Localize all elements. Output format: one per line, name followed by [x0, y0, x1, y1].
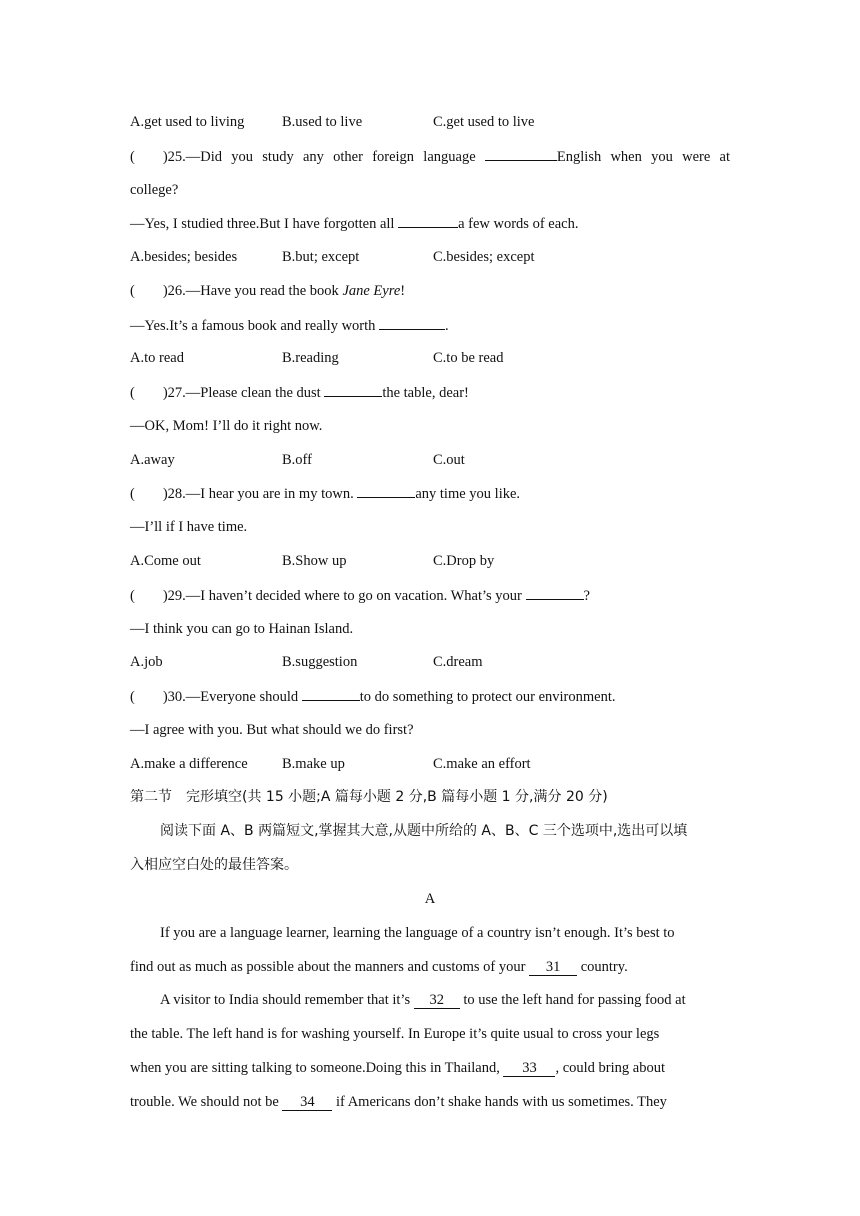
- q29-option-a: A.job: [130, 654, 163, 670]
- q30-option-c: C.make an effort: [433, 756, 531, 772]
- q29-blank: [526, 585, 584, 600]
- q25-reply-blank: [398, 213, 458, 228]
- q30-blank: [302, 686, 360, 701]
- q28-option-a: A.Come out: [130, 553, 201, 569]
- q26-option-a: A.to read: [130, 350, 184, 366]
- q26-question: [130, 281, 405, 301]
- q26-reply-pre: —Yes.It’s a famous book and really worth: [130, 318, 376, 334]
- q26-option-c: C.to be read: [433, 350, 504, 366]
- q27-option-a: A.away: [130, 452, 175, 468]
- q26-book-title: Jane Eyre: [342, 283, 401, 299]
- q28-option-c: C.Drop by: [433, 553, 495, 569]
- cloze-blank-32: 32: [414, 992, 460, 1009]
- q24-option-c: C.get used to live: [433, 114, 535, 130]
- passage-line-6-post: if Americans don’t shake hands with us sometimes. They: [336, 1094, 667, 1110]
- cloze-blank-33: 33: [503, 1060, 555, 1077]
- q26-reply-post: .: [445, 318, 449, 334]
- passage-line-2-pre: find out as much as possible about the manners and customs of your: [130, 959, 526, 975]
- q25-stem-cont: college?: [130, 182, 179, 198]
- q25-blank: [485, 146, 557, 161]
- q29-reply: —I think you can go to Hainan Island.: [130, 621, 354, 637]
- passage-line-4: the table. The left hand is for washing yourself. In Europe it’s quite usual to cross your legs: [130, 1026, 660, 1042]
- q27-reply: —OK, Mom! I’ll do it right now.: [130, 418, 323, 434]
- q27-stem-post: the table, dear!: [382, 385, 469, 401]
- passage-line-3-pre: A visitor to India should remember that it’s: [160, 992, 411, 1008]
- q28-option-b: B.Show up: [282, 553, 347, 569]
- cloze-blank-34: 34: [282, 1094, 332, 1111]
- passage-line-6-pre: trouble. We should not be: [130, 1094, 279, 1110]
- q28-reply: —I’ll if I have time.: [130, 519, 248, 535]
- q26-reply: [130, 315, 449, 336]
- q25-question: [130, 146, 730, 167]
- q25-stem-after: English when you were at: [556, 149, 731, 165]
- q30-option-a: A.make a difference: [130, 756, 248, 772]
- q30-question: [130, 686, 616, 707]
- passage-line-5-post: , could bring about: [555, 1060, 666, 1076]
- q27-blank: [324, 382, 382, 397]
- q28-question: [130, 483, 520, 504]
- q27-option-c: C.out: [433, 452, 465, 468]
- q28-blank: [357, 483, 415, 498]
- q30-reply: —I agree with you. But what should we do first?: [130, 722, 414, 738]
- q30-option-b: B.make up: [282, 756, 345, 772]
- q25-option-a: A.besides; besides: [130, 249, 238, 265]
- q26-paren: (: [130, 283, 135, 299]
- q29-option-b: B.suggestion: [282, 654, 358, 670]
- cloze-blank-31: 31: [529, 959, 577, 976]
- q28-paren: (: [130, 486, 135, 502]
- q25-option-b: B.but; except: [282, 249, 360, 265]
- q27-option-b: B.off: [282, 452, 312, 468]
- passage-line-2: [130, 957, 628, 977]
- section2-instructions-1: 阅读下面 A、B 两篇短文,掌握其大意,从题中所给的 A、B、C 三个选项中,选出可以填: [160, 823, 688, 839]
- q29-stem-post: ?: [583, 588, 590, 604]
- passage-line-2-post: country.: [580, 959, 628, 975]
- passage-line-6: [130, 1092, 667, 1112]
- q26-stem: )26.—Have you read the book: [162, 283, 343, 299]
- q27-paren: (: [130, 385, 135, 401]
- q29-paren: (: [130, 588, 135, 604]
- q24-option-b: B.used to live: [282, 114, 363, 130]
- q30-paren: (: [130, 689, 135, 705]
- passage-line-5: [130, 1058, 665, 1078]
- passage-label: A: [424, 891, 436, 907]
- q25-option-c: C.besides; except: [433, 249, 535, 265]
- q28-stem-post: any time you like.: [415, 486, 521, 502]
- passage-line-3-post: to use the left hand for passing food at: [463, 992, 686, 1008]
- q29-question: [130, 585, 590, 606]
- q25-stem: )25.—Did you study any other foreign language: [162, 149, 476, 165]
- q28-stem: )28.—I hear you are in my town.: [162, 486, 354, 502]
- q29-option-c: C.dream: [433, 654, 483, 670]
- q30-stem-post: to do something to protect our environment.: [359, 689, 616, 705]
- q26-option-b: B.reading: [282, 350, 339, 366]
- q25-reply: [130, 213, 578, 234]
- section2-heading: 第二节 完形填空(共 15 小题;A 篇每小题 2 分,B 篇每小题 1 分,满分 20 分): [130, 789, 608, 805]
- passage-line-5-pre: when you are sitting talking to someone.Doing this in Thailand,: [130, 1060, 500, 1076]
- q30-stem: )30.—Everyone should: [162, 689, 299, 705]
- section2-instructions-2: 入相应空白处的最佳答案。: [130, 857, 298, 873]
- q24-option-a: A.get used to living: [130, 114, 245, 130]
- q27-question: [130, 382, 469, 403]
- q29-stem: )29.—I haven’t decided where to go on vacation. What’s your: [162, 588, 522, 604]
- passage-line-3: [160, 990, 686, 1010]
- q26-blank: [379, 315, 445, 330]
- q27-stem: )27.—Please clean the dust: [162, 385, 321, 401]
- q25-reply-post: a few words of each.: [458, 216, 579, 232]
- q25-paren: (: [130, 149, 135, 165]
- q25-reply-pre: —Yes, I studied three.But I have forgotten all: [130, 216, 395, 232]
- passage-line-1: If you are a language learner, learning the language of a country isn’t enough. It’s best to: [160, 925, 675, 941]
- q26-excl: !: [400, 283, 406, 299]
